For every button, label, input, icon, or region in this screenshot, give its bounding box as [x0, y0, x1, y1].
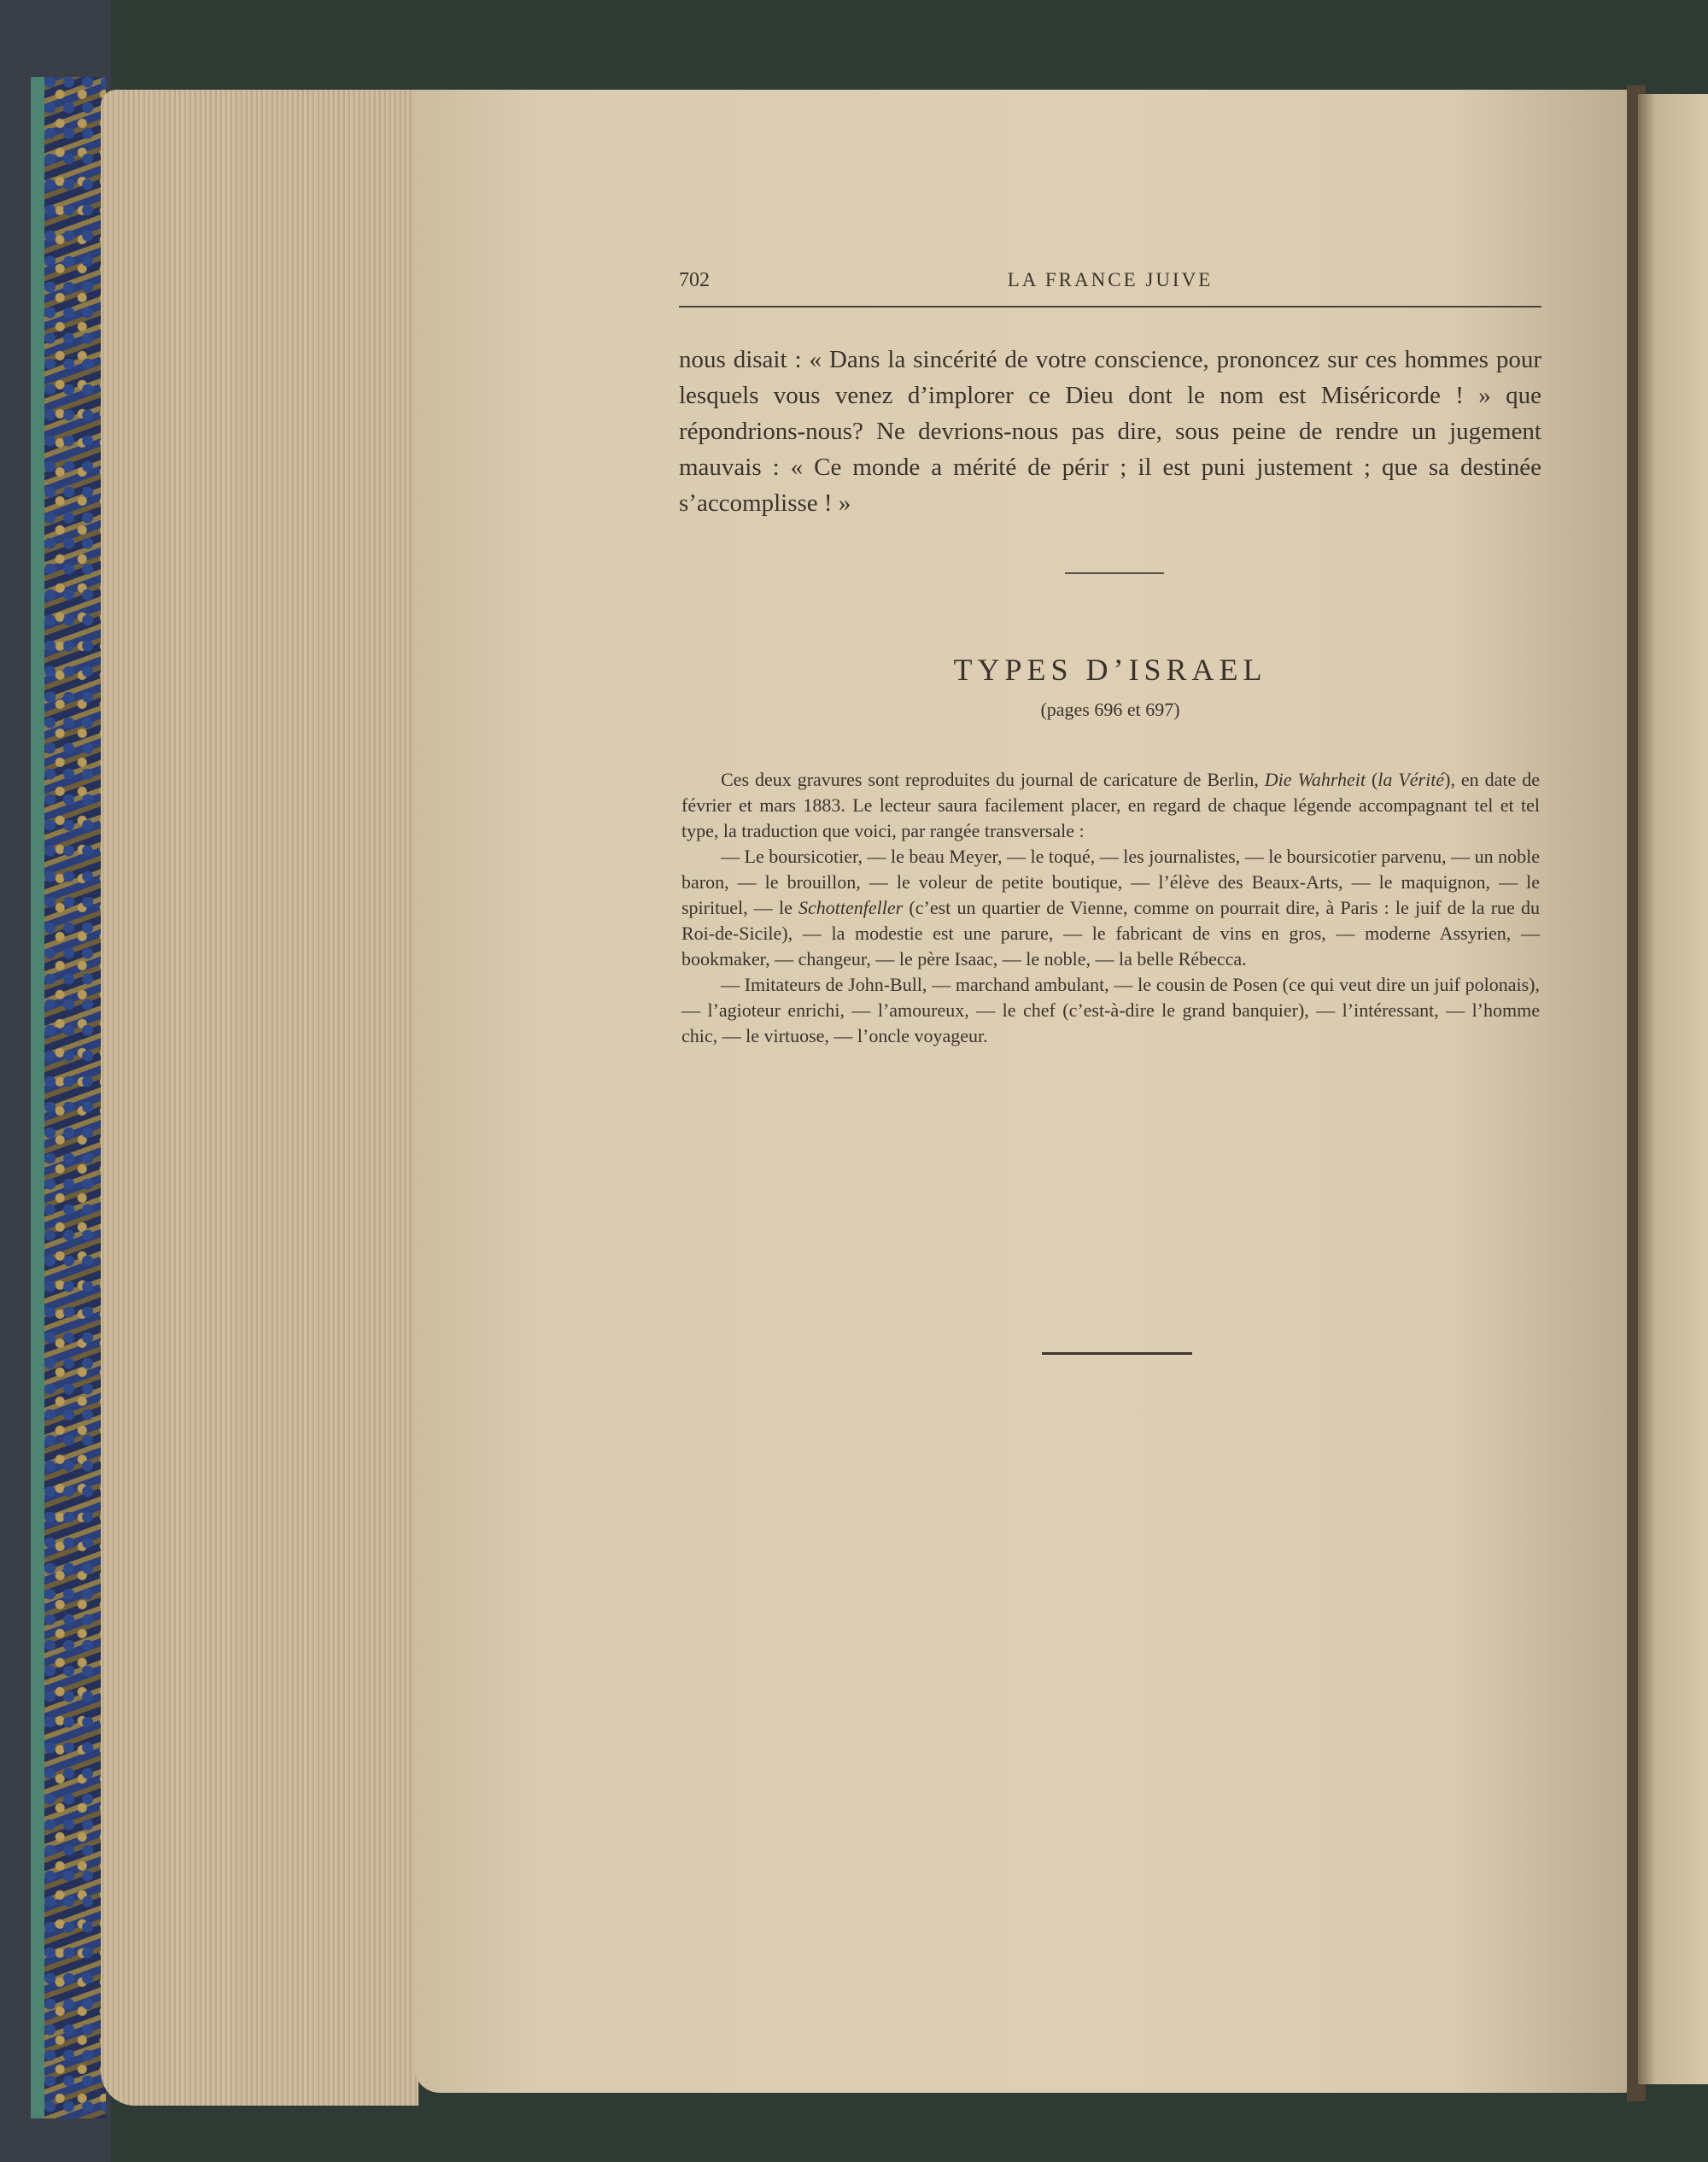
notes-list-1-italic: Schottenfeller	[798, 897, 904, 918]
notes-intro-text: Ces deux gravures sont reproduites du journal de caricature de Berlin,	[721, 769, 1265, 790]
facing-page-edge	[1638, 94, 1708, 2084]
end-rule	[1042, 1352, 1192, 1355]
body-text	[679, 342, 1541, 521]
section-title: TYPES D’ISRAEL	[953, 653, 1267, 687]
newspaper-title: Die Wahrheit	[1264, 769, 1366, 790]
notes-intro-paren: (	[1365, 769, 1378, 790]
running-header	[679, 269, 1541, 303]
body-paragraph: nous disait : « Dans la sincérité de votre conscience, prononcez sur ces hommes pour lesquels vous venez d’implorer ce Dieu dont le nom est Miséricorde ! » que répondrions-nous? Ne devrions-nous pas dire, sous peine de rendre un jugement mauvais : « Ce monde a mérité de périr ; il est puni justement ; que sa destinée s’accomplisse ! »	[679, 346, 1541, 517]
section-divider	[1065, 572, 1164, 574]
notes-list-1-start: — Le boursicotier, — le beau Meyer, — le toqué, — les journalistes, — le boursicotier parvenu, — un noble baron, — le brouillon, — le voleur de petite boutique, — l’élève des Beaux-Arts, — le maquignon, — le spirituel, — le	[681, 846, 1540, 918]
marbled-endpaper	[44, 77, 106, 2118]
notes-list-2: — Imitateurs de John-Bull, — marchand ambulant, — le cousin de Posen (ce qui veut dire un juif polonais), — l’agioteur enrichi, — l’amoureux, — le chef (c’est-à-dire le grand banquier), — l’intéressant, — l’homme chic, — le virtuose, — l’oncle voyageur.	[681, 974, 1540, 1046]
section-subtitle: (pages 696 et 697)	[1040, 699, 1180, 720]
notes-list-1	[681, 844, 1540, 972]
notes-intro-end: ), en date de février et mars 1883. Le lecteur saura facilement placer, en regard de chaque légende accompagnant tel et tel type, la traduction que voici, par rangée transversale :	[681, 769, 1541, 841]
page-number: 702	[679, 269, 710, 291]
notes-intro	[681, 767, 1540, 844]
running-title: LA FRANCE JUIVE	[1007, 269, 1214, 290]
notes-list-1-end: (c’est un quartier de Vienne, comme on pourrait dire, à Paris : le juif de la rue du Roi-de-Sicile), — la modestie est une parure, — le fabricant de vins en gros, — moderne Assyrien, — bookmaker, — changeur, — le père Isaac, — le noble, — la belle Rébecca.	[681, 897, 1540, 970]
newspaper-translation: la Vérité	[1378, 769, 1445, 790]
header-rule	[679, 306, 1541, 308]
page-stack-edge	[101, 90, 418, 2106]
caption-notes	[681, 767, 1540, 1049]
